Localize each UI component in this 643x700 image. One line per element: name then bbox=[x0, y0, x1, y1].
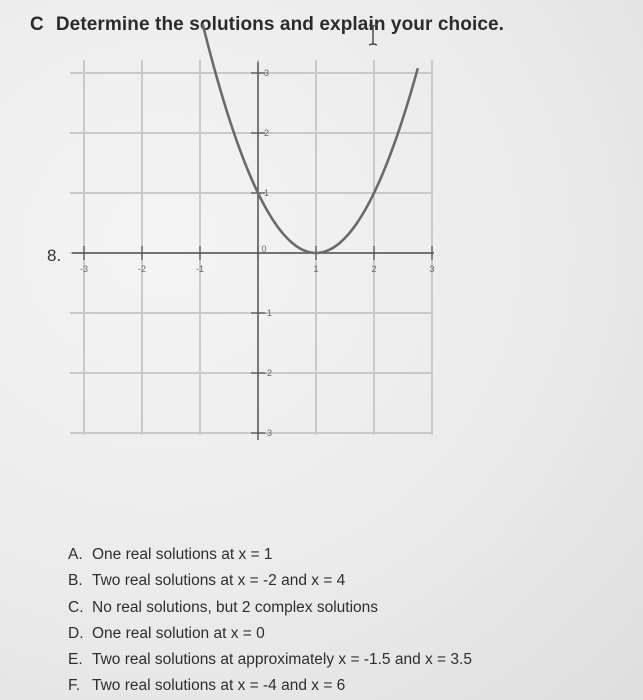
choice-label: C. bbox=[68, 598, 84, 616]
graph-grid bbox=[70, 60, 435, 435]
x-tick-label: 1 bbox=[313, 264, 319, 274]
parabola-line bbox=[203, 25, 418, 253]
choice-text: Two real solutions at x = -4 and x = 6 bbox=[92, 677, 346, 695]
x-tick-label: 0 bbox=[261, 244, 267, 254]
choice-text: Two real solutions at x = -2 and x = 4 bbox=[92, 572, 346, 590]
graph-curve bbox=[203, 25, 418, 253]
choice-text: Two real solutions at approximately x = -1.5 and x = 3.5 bbox=[92, 651, 472, 669]
choice-text: One real solutions at x = 1 bbox=[92, 546, 273, 563]
section-letter: C bbox=[30, 14, 44, 35]
choice-label: D. bbox=[68, 624, 84, 642]
problem-number: 8. bbox=[47, 246, 62, 265]
choice-label: E. bbox=[68, 651, 83, 669]
x-tick-label: -2 bbox=[137, 264, 147, 274]
y-tick-label: -1 bbox=[264, 308, 273, 318]
graph-axes bbox=[72, 62, 434, 440]
y-tick-label: 1 bbox=[264, 188, 270, 198]
choice-text: No real solutions, but 2 complex solutions bbox=[92, 598, 379, 616]
choice-b[interactable] bbox=[68, 568, 472, 594]
y-tick-label: -2 bbox=[264, 368, 273, 378]
question-title: Determine the solutions and explain your choice. bbox=[55, 14, 505, 35]
y-tick-label: 3 bbox=[264, 68, 270, 78]
choice-label: F. bbox=[68, 677, 81, 695]
x-tick-label: 3 bbox=[429, 264, 435, 274]
choice-e[interactable] bbox=[68, 647, 472, 673]
y-tick-label: 2 bbox=[264, 128, 270, 138]
choice-label: A. bbox=[68, 546, 83, 563]
answer-choices bbox=[68, 542, 472, 700]
y-tick-label: -3 bbox=[264, 428, 273, 438]
x-tick-label: 2 bbox=[371, 264, 377, 274]
choice-d[interactable] bbox=[68, 621, 472, 647]
choice-a[interactable] bbox=[68, 542, 472, 568]
choice-f[interactable] bbox=[68, 673, 472, 699]
x-tick-label: -1 bbox=[195, 264, 205, 274]
choice-label: B. bbox=[68, 572, 83, 590]
x-tick-label: -3 bbox=[79, 264, 89, 274]
choice-c[interactable] bbox=[68, 595, 472, 621]
choice-text: One real solution at x = 0 bbox=[92, 624, 265, 642]
